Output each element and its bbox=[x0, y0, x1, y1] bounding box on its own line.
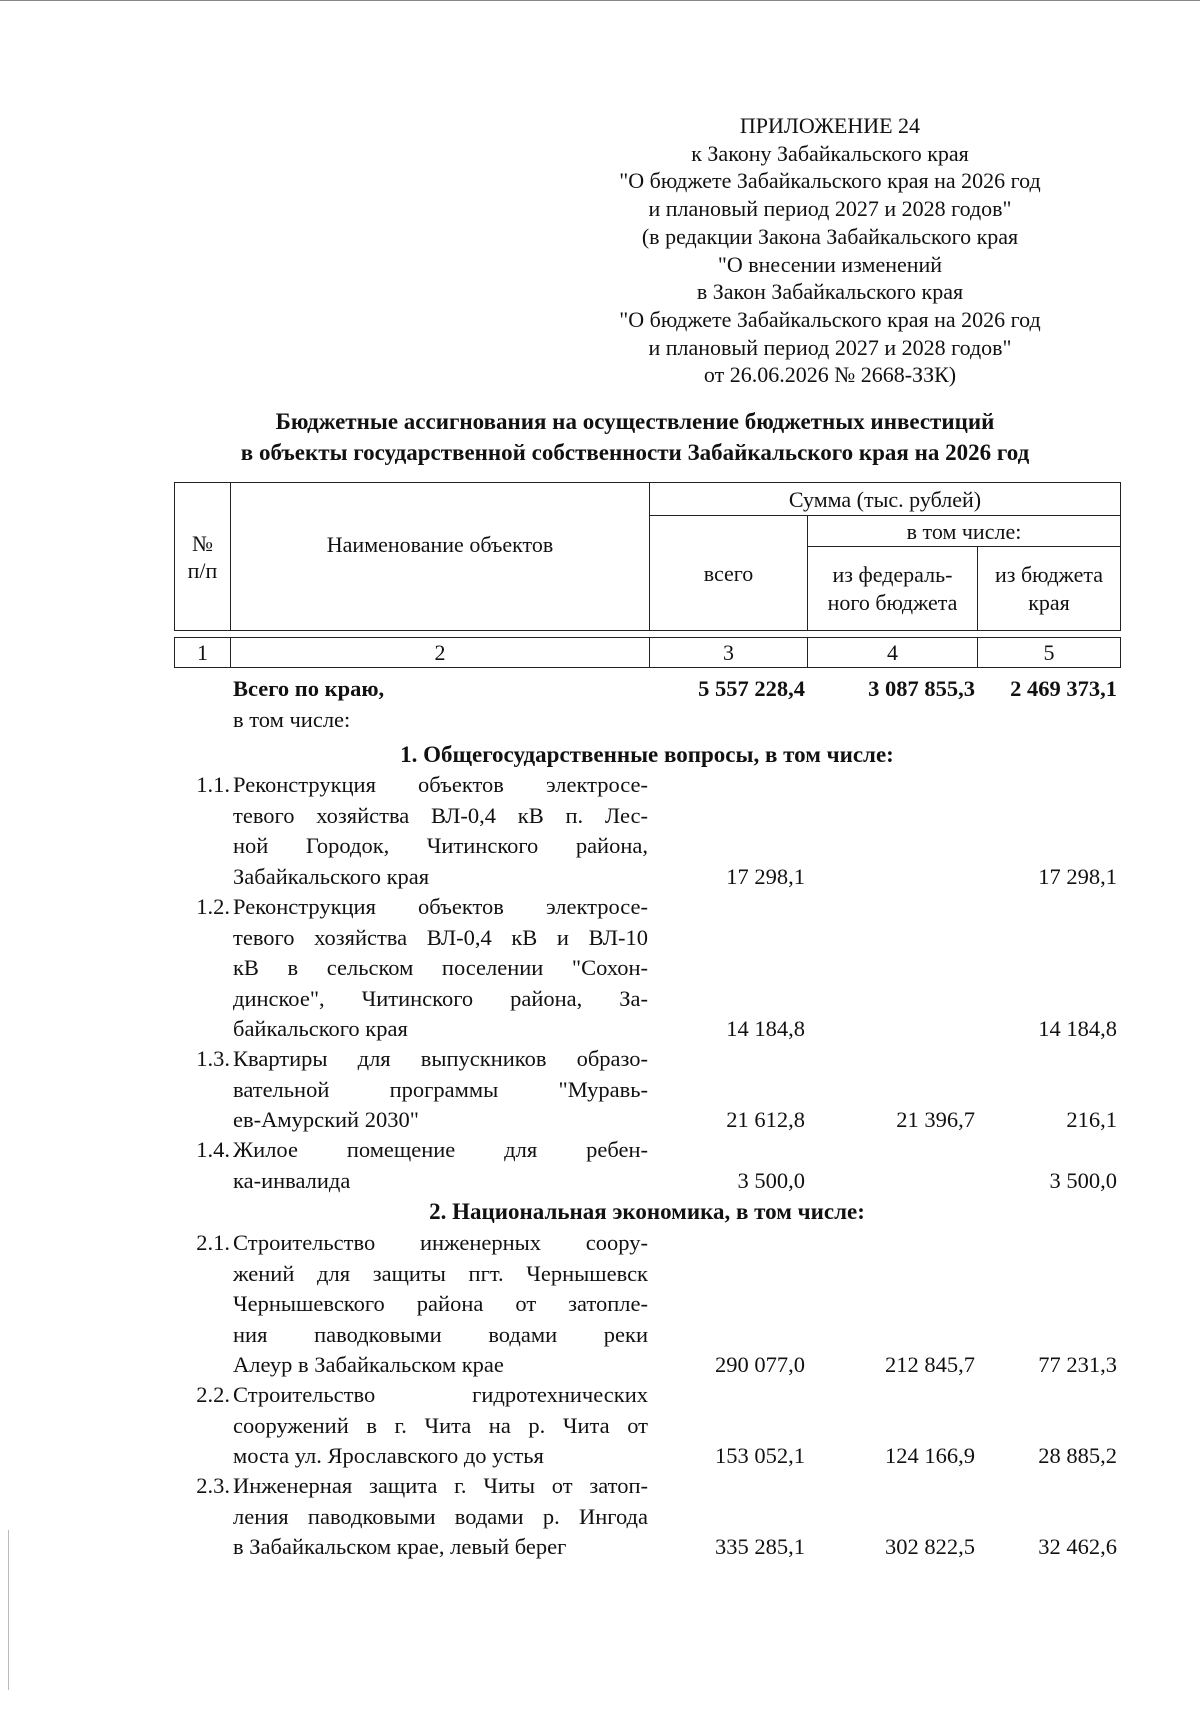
row-number: 2.2. bbox=[196, 1382, 230, 1407]
row-name-line: Квартиры для выпускников образо- bbox=[233, 1046, 648, 1071]
row-federal: 124 166,9 bbox=[885, 1443, 975, 1468]
row-regional: 3 500,0 bbox=[1049, 1167, 1117, 1193]
column-number: 1 bbox=[175, 638, 231, 668]
header-line: (в редакции Закона Забайкальского края bbox=[641, 223, 1019, 249]
row-regional: 28 885,2 bbox=[1038, 1443, 1117, 1468]
header-col-including bbox=[808, 516, 1121, 547]
header-name-label: Наименование объектов bbox=[326, 532, 554, 557]
row-regional: 14 184,8 bbox=[1038, 1016, 1117, 1041]
header-including-label: в том числе: bbox=[906, 518, 1022, 544]
row-regional: 17 298,1 bbox=[1038, 863, 1117, 889]
row-number: 2.1. bbox=[196, 1230, 230, 1255]
row-total: 335 285,1 bbox=[715, 1534, 805, 1559]
column-numbers-row bbox=[174, 637, 1121, 668]
header-sum-label: Сумма (тыс. рублей) bbox=[788, 486, 982, 512]
scan-edge-line bbox=[0, 0, 1200, 1]
row-federal: 302 822,5 bbox=[885, 1534, 975, 1559]
row-name bbox=[233, 1044, 648, 1136]
appendix-header bbox=[560, 112, 1100, 389]
row-total: 3 500,0 bbox=[737, 1167, 805, 1193]
total-sub-label: в том числе: bbox=[233, 707, 351, 732]
row-name-line: тевого хозяйства ВЛ-0,4 кВ п. Лес- bbox=[233, 802, 648, 828]
row-name-line: ния паводковыми водами реки bbox=[233, 1321, 648, 1347]
scan-edge-line-left bbox=[8, 1530, 9, 1690]
document-title bbox=[150, 406, 1120, 468]
row-name-line: Реконструкция объектов электросе- bbox=[233, 894, 648, 919]
row-name bbox=[233, 1380, 648, 1472]
row-total: 21 612,8 bbox=[726, 1107, 805, 1132]
row-federal: 21 396,7 bbox=[896, 1107, 975, 1132]
row-total: 153 052,1 bbox=[715, 1443, 805, 1468]
row-name-line: байкальского края bbox=[233, 1016, 408, 1041]
total-regional: 2 469 373,1 bbox=[1010, 676, 1117, 701]
column-number: 2 bbox=[231, 638, 650, 668]
row-name-line: Строительство инженерных соору- bbox=[233, 1230, 648, 1255]
row-total: 290 077,0 bbox=[715, 1352, 805, 1377]
row-name-line: ка-инвалида bbox=[233, 1167, 351, 1193]
header-col-federal bbox=[808, 547, 978, 631]
row-number: 1.2. bbox=[196, 894, 230, 919]
row-number: 1.1. bbox=[196, 772, 230, 797]
row-number: 2.3. bbox=[196, 1473, 230, 1498]
total-federal: 3 087 855,3 bbox=[868, 676, 975, 701]
row-name-line: динское", Читинского района, За- bbox=[233, 985, 648, 1011]
header-num-label: № п/п bbox=[187, 530, 218, 583]
row-name bbox=[233, 892, 648, 1045]
header-line: "О бюджете Забайкальского края на 2026 год bbox=[619, 306, 1041, 332]
row-name-line: Жилое помещение для ребен- bbox=[233, 1137, 648, 1162]
row-name-line: жений для защиты пгт. Чернышевск bbox=[233, 1260, 648, 1286]
row-name bbox=[233, 1135, 648, 1196]
section-title: 2. Национальная экономика, в том числе: bbox=[429, 1199, 865, 1224]
header-line: к Закону Забайкальского края bbox=[691, 140, 969, 166]
header-col-sum bbox=[650, 483, 1121, 516]
row-name-line: тевого хозяйства ВЛ-0,4 кВ и ВЛ-10 bbox=[233, 924, 648, 950]
title-line-2: в объекты государственной собственности Забайкальского края на 2026 год bbox=[240, 440, 1030, 465]
column-number: 3 bbox=[650, 638, 808, 668]
header-federal-label: из федераль-ного бюджета bbox=[827, 561, 958, 615]
row-total: 17 298,1 bbox=[726, 863, 805, 889]
row-total: 14 184,8 bbox=[726, 1016, 805, 1041]
header-line: "О внесении изменений bbox=[717, 251, 943, 277]
row-name-line: вательной программы "Муравь- bbox=[233, 1076, 648, 1102]
row-name bbox=[233, 1471, 648, 1563]
header-line: от 26.06.2026 № 2668-ЗЗК) bbox=[703, 362, 957, 388]
title-line-1: Бюджетные ассигнования на осуществление бюджетных инвестиций bbox=[275, 409, 995, 434]
header-line: "О бюджете Забайкальского края на 2026 год bbox=[619, 168, 1041, 194]
section-title: 1. Общегосударственные вопросы, в том числе: bbox=[400, 742, 894, 767]
total-sum: 5 557 228,4 bbox=[698, 676, 805, 701]
total-label: Всего по краю, bbox=[233, 676, 385, 701]
row-name-line: сооружений в г. Чита на р. Чита от bbox=[233, 1412, 648, 1438]
row-number: 1.4. bbox=[196, 1137, 230, 1162]
row-regional: 216,1 bbox=[1066, 1107, 1117, 1132]
row-number: 1.3. bbox=[196, 1046, 230, 1071]
row-federal: 212 845,7 bbox=[885, 1352, 975, 1377]
row-name-line: Реконструкция объектов электросе- bbox=[233, 772, 648, 797]
table-header bbox=[174, 482, 1121, 631]
row-regional: 32 462,6 bbox=[1038, 1534, 1117, 1559]
header-regional-label: из бюджета края bbox=[995, 561, 1103, 615]
header-col-regional bbox=[978, 547, 1121, 631]
row-name-line: кВ в сельском поселении "Сохон- bbox=[233, 955, 648, 980]
row-name-line: Алеур в Забайкальском крае bbox=[233, 1352, 504, 1377]
row-name-line: в Забайкальском крае, левый берег bbox=[233, 1534, 567, 1559]
row-regional: 77 231,3 bbox=[1038, 1352, 1117, 1377]
row-name-line: моста ул. Ярославского до устья bbox=[233, 1443, 544, 1468]
row-name-line: Чернышевского района от затопле- bbox=[233, 1291, 648, 1316]
header-col-total bbox=[650, 516, 808, 631]
row-name-line: ления паводковыми водами р. Ингода bbox=[233, 1503, 648, 1529]
row-name-line: Инженерная защита г. Читы от затоп- bbox=[233, 1473, 648, 1498]
row-name bbox=[233, 770, 648, 892]
header-line: и плановый период 2027 и 2028 годов" bbox=[648, 334, 1012, 360]
row-name-line: ев-Амурский 2030" bbox=[233, 1107, 419, 1132]
header-line: и плановый период 2027 и 2028 годов" bbox=[648, 196, 1012, 222]
column-number: 5 bbox=[978, 638, 1121, 668]
header-line: ПРИЛОЖЕНИЕ 24 bbox=[739, 113, 921, 138]
row-name bbox=[233, 1228, 648, 1381]
column-number: 4 bbox=[808, 638, 978, 668]
header-line: в Закон Забайкальского края bbox=[696, 279, 964, 305]
row-name-line: Строительство гидротехнических bbox=[233, 1382, 648, 1407]
row-name-line: Забайкальского края bbox=[233, 863, 430, 889]
header-col-num bbox=[175, 483, 231, 631]
header-col-name bbox=[231, 483, 650, 631]
row-name-line: ной Городок, Читинского района, bbox=[233, 833, 648, 858]
header-total-label: всего bbox=[703, 560, 754, 586]
